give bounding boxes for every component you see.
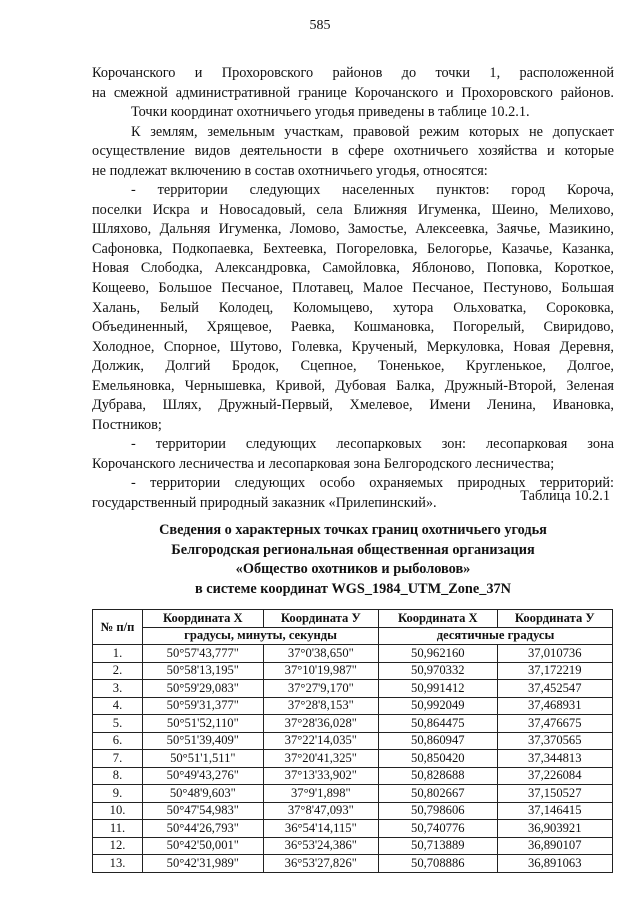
text-line: - территории следующих особо охраняемых природных территорий:: [131, 475, 614, 492]
text-line: Корочанского и Прохоровского районов до точки 1, расположенной: [92, 65, 614, 81]
text-line: Дубрава, Шлях, Дружный-Первый, Хмелевое, Имени Ленина, Ивановка,: [92, 397, 614, 414]
table-caption: Таблица 10.2.1: [520, 488, 610, 504]
cell-x-dec: 50,850420: [379, 750, 498, 768]
cell-x-dms: 50°51'52,110": [143, 715, 264, 733]
table-title-line: Белгородская региональная общественная организация: [171, 541, 535, 558]
cell-x-dms: 50°58'13,195": [143, 662, 264, 680]
cell-x-dms: 50°42'50,001": [143, 837, 264, 855]
cell-y-dms: 36°53'24,386": [263, 837, 378, 855]
table-row: [93, 767, 613, 785]
text-line: Корочанского лесничества и лесопарковая зона Белгородского лесничества;: [92, 455, 555, 472]
text-line: Шляхово, Дальняя Игуменка, Ломово, Замостье, Алексеевка, Заячье, Мазикино,: [92, 221, 614, 238]
cell-y-dec: 37,370565: [497, 732, 612, 750]
cell-x-dms: 50°48'9,603": [143, 785, 264, 803]
cell-x-dec: 50,991412: [379, 680, 498, 698]
cell-y-dec: 37,226084: [497, 767, 612, 785]
cell-y-dec: 37,468931: [497, 697, 612, 715]
table-title-line: Сведения о характерных точках границ охотничьего угодья: [159, 522, 547, 538]
cell-y-dms: 37°9'1,898": [263, 785, 378, 803]
table-row: [93, 802, 613, 820]
cell-y-dms: 37°10'19,987": [263, 662, 378, 680]
cell-x-dms: 50°59'31,377": [143, 697, 264, 715]
cell-x-dms: 50°57'43,777": [143, 645, 264, 663]
cell-y-dec: 37,344813: [497, 750, 612, 768]
cell-x-dms: 50°51'39,409": [143, 732, 264, 750]
cell-x-dec: 50,828688: [379, 767, 498, 785]
table-row: [93, 732, 613, 750]
cell-y-dec: 37,150527: [497, 785, 612, 803]
cell-y-dms: 37°20'41,325": [263, 750, 378, 768]
cell-x-dec: 50,802667: [379, 785, 498, 803]
cell-x-dms: 50°47'54,983": [143, 802, 264, 820]
table-row: [93, 662, 613, 680]
cell-y-dms: 36°54'14,115": [263, 820, 378, 838]
cell-number: 12.: [93, 837, 143, 855]
text-line: не подлежат включению в состав охотничьего угодья, относятся:: [92, 162, 488, 179]
table-row: [93, 855, 613, 873]
table-title-line: в системе координат WGS_1984_UTM_Zone_37N: [195, 580, 511, 597]
cell-y-dms: 37°8'47,093": [263, 802, 378, 820]
cell-x-dec: 50,798606: [379, 802, 498, 820]
cell-y-dec: 37,146415: [497, 802, 612, 820]
header-dms-unit: градусы, минуты, секунды: [143, 627, 379, 645]
cell-x-dms: 50°59'29,083": [143, 680, 264, 698]
cell-x-dms: 50°44'26,793": [143, 820, 264, 838]
cell-number: 7.: [93, 750, 143, 768]
table-row: [93, 820, 613, 838]
cell-y-dms: 37°28'36,028": [263, 715, 378, 733]
cell-x-dec: 50,713889: [379, 837, 498, 855]
table-row: [93, 715, 613, 733]
header-x-dec: Координата X: [379, 610, 498, 628]
cell-y-dms: 37°22'14,035": [263, 732, 378, 750]
header-dec-unit: десятичные градусы: [379, 627, 613, 645]
cell-x-dec: 50,708886: [379, 855, 498, 873]
text-line: Емельяновка, Чернышевка, Кривой, Дубовая Балка, Дружный-Второй, Зеленая: [92, 377, 614, 394]
cell-y-dec: 36,890107: [497, 837, 612, 855]
cell-number: 3.: [93, 680, 143, 698]
header-number: № п/п: [93, 610, 143, 645]
cell-number: 5.: [93, 715, 143, 733]
cell-number: 2.: [93, 662, 143, 680]
table-row: [93, 785, 613, 803]
body-text: [92, 64, 614, 514]
table-row: [93, 697, 613, 715]
cell-x-dec: 50,970332: [379, 662, 498, 680]
text-line: Халань, Белый Колодец, Коломыцево, хутора Ольховатка, Сороковка,: [92, 299, 614, 316]
cell-number: 11.: [93, 820, 143, 838]
table-row: [93, 750, 613, 768]
cell-y-dms: 37°27'9,170": [263, 680, 378, 698]
cell-y-dec: 37,010736: [497, 645, 612, 663]
cell-number: 10.: [93, 802, 143, 820]
cell-x-dms: 50°51'1,511": [143, 750, 264, 768]
cell-x-dec: 50,740776: [379, 820, 498, 838]
text-line: поселки Искра и Новосадовый, села Ближняя Игуменка, Шеино, Мелихово,: [92, 201, 614, 218]
header-x-dms: Координата X: [143, 610, 264, 628]
header-y-dms: Координата У: [263, 610, 378, 628]
cell-y-dms: 36°53'27,826": [263, 855, 378, 873]
page-number: 585: [309, 18, 331, 33]
cell-number: 1.: [93, 645, 143, 663]
text-line: Точки координат охотничьего угодья приведены в таблице 10.2.1.: [131, 104, 530, 121]
text-line: - территории следующих населенных пунктов: город Короча,: [131, 182, 614, 199]
cell-x-dms: 50°49'43,276": [143, 767, 264, 785]
text-line: Объединенный, Хрящевое, Раевка, Кошмановка, Погорелый, Свиридово,: [92, 319, 614, 336]
text-line: государственный природный заказник «Прилепинский».: [92, 495, 437, 512]
table-row: [93, 680, 613, 698]
text-line: - территории следующих лесопарковых зон: лесопарковая зона: [131, 436, 614, 453]
text-line: Кощеево, Большое Песчаное, Плотавец, Малое Песчаное, Пестуново, Большая: [92, 280, 614, 297]
text-line: Холодное, Спорное, Шутово, Голевка, Крученый, Меркуловка, Новая Деревня,: [92, 338, 614, 355]
cell-number: 8.: [93, 767, 143, 785]
table-body: [93, 645, 613, 873]
cell-y-dec: 36,903921: [497, 820, 612, 838]
cell-y-dec: 37,476675: [497, 715, 612, 733]
table-title-line: «Общество охотников и рыболовов»: [235, 561, 471, 578]
cell-y-dms: 37°13'33,902": [263, 767, 378, 785]
text-line: К землям, земельным участкам, правовой режим которых не допускает: [131, 123, 614, 140]
cell-number: 13.: [93, 855, 143, 873]
cell-y-dec: 37,172219: [497, 662, 612, 680]
cell-x-dec: 50,992049: [379, 697, 498, 715]
text-line: на смежной административной границе Корочанского и Прохоровского районов.: [92, 84, 614, 101]
text-line: Постников;: [92, 416, 162, 433]
table-title: [92, 521, 614, 599]
cell-x-dms: 50°42'31,989": [143, 855, 264, 873]
text-line: Новая Слободка, Александровка, Самойловка, Яблоново, Поповка, Короткое,: [92, 260, 614, 277]
text-line: Сафоновка, Подкопаевка, Бехтеевка, Погореловка, Белогорье, Казачье, Казанка,: [92, 240, 614, 257]
cell-y-dms: 37°28'8,153": [263, 697, 378, 715]
cell-x-dec: 50,860947: [379, 732, 498, 750]
cell-x-dec: 50,962160: [379, 645, 498, 663]
table-row: [93, 837, 613, 855]
cell-number: 9.: [93, 785, 143, 803]
cell-y-dec: 36,891063: [497, 855, 612, 873]
cell-number: 6.: [93, 732, 143, 750]
cell-number: 4.: [93, 697, 143, 715]
header-y-dec: Координата У: [497, 610, 612, 628]
coordinates-table: [92, 609, 613, 873]
cell-y-dms: 37°0'38,650": [263, 645, 378, 663]
text-line: осуществление видов деятельности в сфере охотничьего хозяйства и которые: [92, 143, 614, 160]
table-row: [93, 645, 613, 663]
text-line: Должик, Долгий Бродок, Сцепное, Тоненькое, Кругленькое, Долгое,: [92, 358, 614, 375]
cell-x-dec: 50,864475: [379, 715, 498, 733]
cell-y-dec: 37,452547: [497, 680, 612, 698]
